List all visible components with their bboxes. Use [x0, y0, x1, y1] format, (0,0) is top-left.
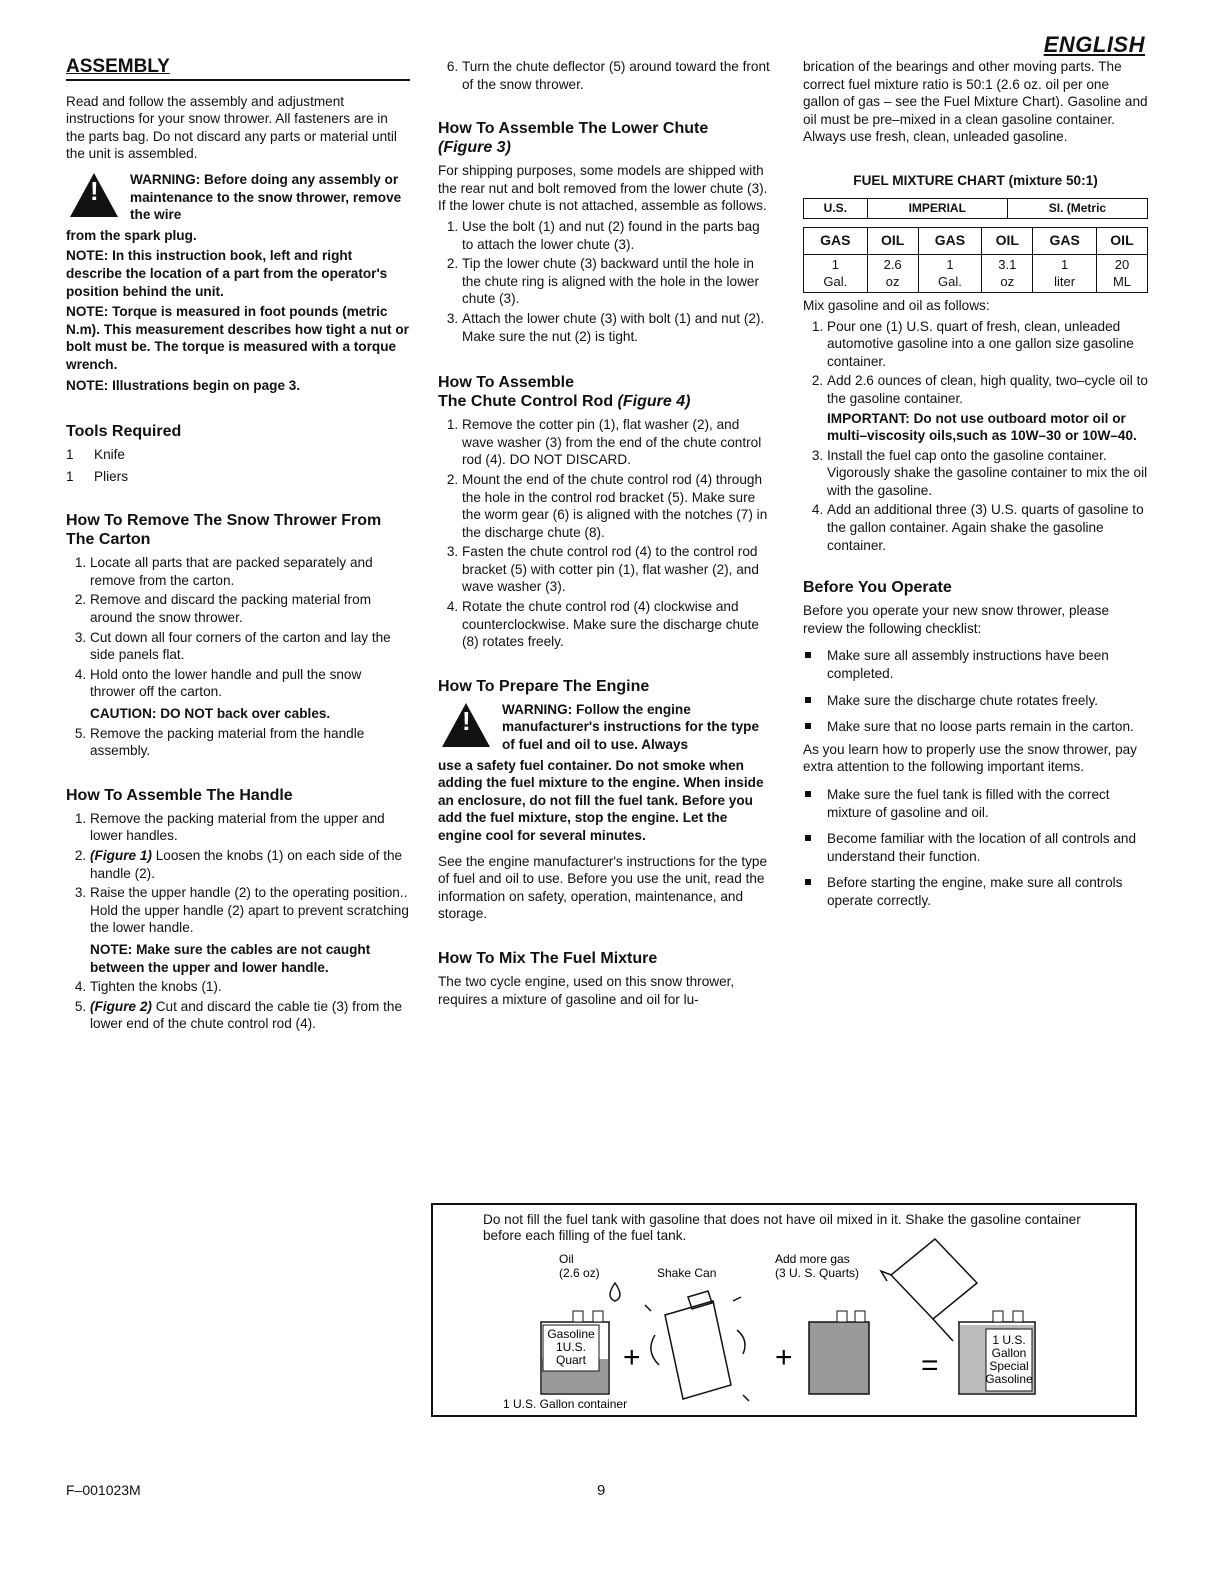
oil-drop-icon	[610, 1283, 620, 1301]
can1-caption: 1 U.S. Gallon container	[503, 1397, 628, 1411]
table-cell: 1 liter	[1033, 254, 1097, 292]
list-item: 4. Rotate the chute control rod (4) clockwise and counterclockwise. Make sure the discharge chute (8) rotates freely.	[462, 598, 774, 651]
chute-rod-steps	[438, 416, 774, 651]
oil-label: Oil	[559, 1252, 574, 1266]
important-note: IMPORTANT: Do not use outboard motor oil or multi–viscosity oils,such as 10W–30 or 10W–40.	[827, 410, 1137, 444]
mix-intro: Mix gasoline and oil as follows:	[803, 297, 990, 313]
engine-warning-tail: use a safety fuel container. Do not smoke when adding the fuel mixture to the engine. When inside an enclosure, do not fill the fuel tank. Before you add the fuel mixture, stop the engine. Let the engine cool for several minutes.	[438, 757, 764, 843]
column-3	[803, 58, 1148, 919]
tool-item: 1 Knife	[66, 447, 125, 463]
can-final-label: Gallon	[991, 1346, 1027, 1360]
warning-icon	[442, 703, 490, 747]
handle-title: How To Assemble The Handle	[66, 786, 293, 804]
handle-steps	[66, 810, 410, 1033]
plus-icon: +	[775, 1341, 793, 1374]
learn-text: As you learn how to properly use the snow thrower, pay extra attention to the following important items.	[803, 741, 1137, 775]
unit-metric: SI. (Metric	[1007, 198, 1147, 219]
fuel-mixing-illustration	[433, 1205, 1135, 1415]
remove-carton-steps	[66, 554, 410, 760]
mix-text-continued: brication of the bearings and other moving parts. The correct fuel mixture ratio is 50:1 (2.6 oz. oil per one gallon of gas – see the Fuel Mixture Chart). Gasoline and oil must be pre–mixed in a clean gasoline container. Always use fresh, clean, unleaded gasoline.	[803, 59, 1148, 145]
shake-can-icon	[645, 1291, 749, 1401]
list-item: 1. Locate all parts that are packed separately and remove from the carton.	[90, 554, 410, 589]
list-item: 2. Remove and discard the packing material from around the snow thrower.	[90, 591, 410, 626]
fuel-warning-box	[431, 1203, 1137, 1417]
list-item: 1. Use the bolt (1) and nut (2) found in the parts bag to attach the lower chute (3).	[462, 218, 774, 253]
assembly-warning: ! WARNING: Before doing any assembly or maintenance to the snow thrower, remove the wire	[66, 171, 410, 224]
handle-note: NOTE: Make sure the cables are not caught between the upper and lower handle.	[90, 941, 371, 975]
add-gas-label: Add more gas	[775, 1252, 850, 1266]
list-item: 2. Tip the lower chute (3) backward until the hole in the chute ring is aligned with the hole in the lower chute (3).	[462, 255, 774, 308]
mix-title: How To Mix The Fuel Mixture	[438, 949, 658, 967]
note-torque: NOTE: Torque is measured in foot pounds (metric N.m). This measurement describes how tight a nut or bolt must be. The torque is measured with a torque wrench.	[66, 304, 409, 372]
table-cell: 3.1 oz	[982, 254, 1033, 292]
note-left-right: NOTE: In this instruction book, left and right describe the location of a part from the operator's position behind the unit.	[66, 248, 388, 299]
table-cell: OIL	[1096, 228, 1147, 255]
list-item: 3. Install the fuel cap onto the gasoline container. Vigorously shake the gasoline container to mix the oil with the gasoline.	[827, 447, 1148, 500]
section-title: ASSEMBLY	[66, 58, 410, 81]
list-item: 2. Mount the end of the chute control rod (4) through the hole in the control rod bracket (5). Make sure the worm gear (6) is aligned with the notches (7) in the discharge chute (8).	[462, 471, 774, 541]
list-item: 3. Cut down all four corners of the carton and lay the side panels flat.	[90, 629, 410, 664]
table-cell: GAS	[804, 228, 868, 255]
list-item: 4. Hold onto the lower handle and pull the snow thrower off the carton. CAUTION: DO NOT back over cables.	[90, 666, 410, 723]
lower-chute-steps	[438, 218, 774, 345]
engine-title: How To Prepare The Engine	[438, 677, 650, 695]
list-item: Make sure the discharge chute rotates freely.	[803, 692, 1148, 710]
engine-warning: ! WARNING: Follow the engine manufacturer's instructions for the type of fuel and oil to use. Always	[438, 701, 774, 754]
can1-label: 1U.S.	[555, 1340, 587, 1354]
chute-rod-title: How To Assemble The Chute Control Rod (Figure 4)	[438, 374, 691, 411]
can1-label: Gasoline	[547, 1327, 595, 1341]
table-cell: OIL	[982, 228, 1033, 255]
warning-icon	[70, 173, 118, 217]
table-cell: 20 ML	[1096, 254, 1147, 292]
fuel-chart-title: FUEL MIXTURE CHART (mixture 50:1)	[853, 172, 1098, 188]
fuel-chart-units	[803, 198, 1148, 220]
list-item: 6. Turn the chute deflector (5) around toward the front of the snow thrower.	[462, 58, 774, 93]
assembly-warning-tail: from the spark plug.	[66, 227, 197, 243]
unit-us: U.S.	[804, 198, 868, 219]
list-item: 4. Add an additional three (3) U.S. quarts of gasoline to the gallon container. Again shake the gasoline container.	[827, 501, 1148, 554]
operate-intro: Before you operate your new snow thrower, please review the following checklist:	[803, 603, 1110, 636]
can-final-label: 1 U.S.	[992, 1333, 1026, 1347]
tool-item: 1 Pliers	[66, 468, 128, 484]
language-header: ENGLISH	[1043, 32, 1145, 57]
table-cell: GAS	[1033, 228, 1097, 255]
add-gas-amount-label: (3 U. S. Quarts)	[775, 1266, 860, 1280]
list-item: Make sure all assembly instructions have been completed.	[803, 647, 1148, 682]
shake-label: Shake Can	[657, 1266, 717, 1280]
list-item: 1. Remove the cotter pin (1), flat washer (2), and wave washer (3) from the end of the chute control rod (4). DO NOT DISCARD.	[462, 416, 774, 469]
caution-text: CAUTION: DO NOT back over cables.	[90, 706, 331, 722]
list-item: Make sure that no loose parts remain in the carton.	[803, 718, 1148, 736]
mix-steps	[803, 318, 1148, 555]
list-item: Become familiar with the location of all controls and understand their function.	[803, 830, 1148, 865]
checklist	[803, 647, 1148, 735]
fuel-warning-message: Do not fill the fuel tank with gasoline that does not have oil mixed in it. Shake the gasoline container before each filling of the fuel tank.	[483, 1212, 1081, 1243]
unit-imperial: IMPERIAL	[867, 198, 1007, 219]
table-cell: GAS	[918, 228, 982, 255]
important-items	[803, 786, 1148, 910]
note-illustrations: NOTE: Illustrations begin on page 3.	[66, 377, 301, 393]
table-cell: 2.6 oz	[867, 254, 918, 292]
list-item: 2. (Figure 1) Loosen the knobs (1) on each side of the handle (2).	[90, 847, 410, 882]
can-final-label: Special	[989, 1359, 1029, 1373]
list-item: 3. Attach the lower chute (3) with bolt (1) and nut (2). Make sure the nut (2) is tight.	[462, 310, 774, 345]
intro-text: Read and follow the assembly and adjustment instructions for your snow thrower. All fasteners are in the parts bag. Do not discard any parts or material until the unit is assembled.	[66, 93, 397, 162]
page-number: 9	[597, 1482, 606, 1499]
equals-icon: =	[921, 1349, 939, 1382]
fuel-chart-table	[803, 227, 1148, 293]
list-item: 4. Tighten the knobs (1).	[90, 978, 410, 996]
list-item: 3. Raise the upper handle (2) to the operating position.. Hold the upper handle (2) apart to prevent scratching the lower handle. NOTE: Make sure the cables are not caught between the upper and lower handle.	[90, 884, 410, 976]
gasoline-can-icon	[809, 1311, 869, 1394]
list-item: 1. Remove the packing material from the upper and lower handles.	[90, 810, 410, 845]
table-cell: 1 Gal.	[804, 254, 868, 292]
list-item: 2. Add 2.6 ounces of clean, high quality, two–cycle oil to the gasoline container. IMPORTANT: Do not use outboard motor oil or multi–viscosity oils,such as 10W–30 or 10W–40.	[827, 372, 1148, 444]
tools-title: Tools Required	[66, 423, 182, 441]
document-code: F–001023M	[66, 1482, 141, 1498]
list-item: 1. Pour one (1) U.S. quart of fresh, clean, unleaded automotive gasoline into a one gallon size gasoline container.	[827, 318, 1148, 371]
plus-icon: +	[623, 1341, 641, 1374]
before-operate-title: Before You Operate	[803, 579, 952, 597]
list-item: Make sure the fuel tank is filled with the correct mixture of gasoline and oil.	[803, 786, 1148, 821]
handle-steps-continued	[438, 58, 774, 93]
lower-chute-intro: For shipping purposes, some models are shipped with the rear nut and bolt removed from the lower chute (3). If the lower chute is not attached, assemble as follows.	[438, 163, 768, 214]
mix-text: The two cycle engine, used on this snow thrower, requires a mixture of gasoline and oil for lu-	[438, 973, 735, 1007]
column-2	[438, 58, 774, 1011]
can-final-label: Gasoline	[985, 1372, 1033, 1386]
table-cell: 1 Gal.	[918, 254, 982, 292]
list-item: 5. Remove the packing material from the handle assembly.	[90, 725, 410, 760]
remove-carton-title: How To Remove The Snow Thrower From The Carton	[66, 512, 382, 549]
list-item: 3. Fasten the chute control rod (4) to the control rod bracket (5) with cotter pin (1), flat washer (2), and wave washer (3).	[462, 543, 774, 596]
oil-amount-label: (2.6 oz)	[559, 1266, 600, 1280]
table-cell: OIL	[867, 228, 918, 255]
list-item: Before starting the engine, make sure all controls operate correctly.	[803, 874, 1148, 909]
can1-label: Quart	[555, 1353, 587, 1367]
lower-chute-title: How To Assemble The Lower Chute (Figure 3)	[438, 120, 709, 157]
list-item: 5. (Figure 2) Cut and discard the cable tie (3) from the lower end of the chute control rod (4).	[90, 998, 410, 1033]
engine-text: See the engine manufacturer's instructions for the type of fuel and oil to use. Before you use the unit, read the information on safety, operation, maintenance, and storage.	[438, 853, 768, 922]
column-1	[66, 58, 410, 1035]
